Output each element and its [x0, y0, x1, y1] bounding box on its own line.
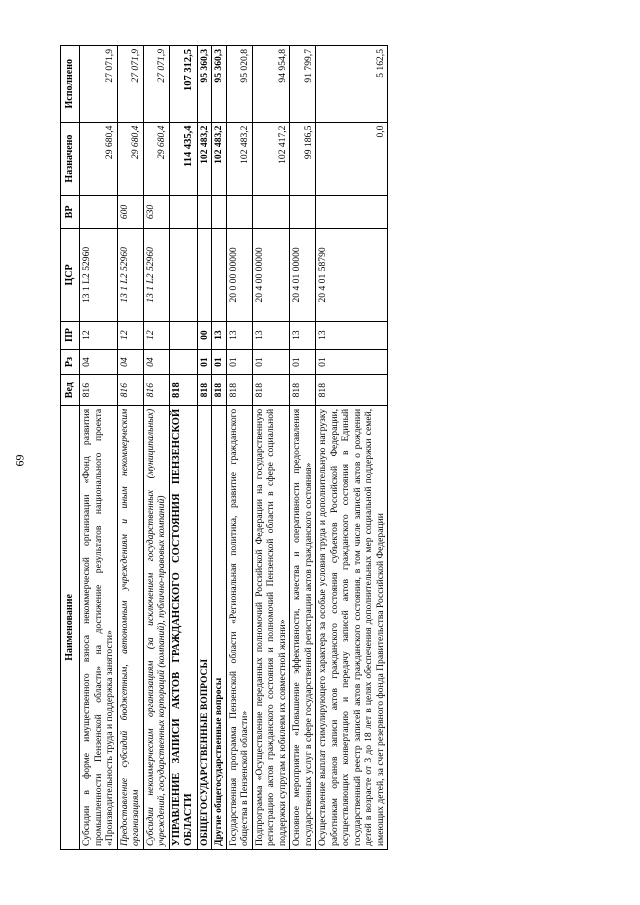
- row-ved: 818: [197, 375, 212, 405]
- row-ved: 818: [212, 375, 227, 405]
- row-name: Основное мероприятие «Повышение эффективности, качества и оперативности предоставления государственных услуг в сфере государственной регистрации актов гражданского состояния»: [290, 405, 316, 849]
- row-assigned: 29 680,4: [80, 122, 118, 195]
- row-assigned: 114 435,4: [169, 122, 197, 195]
- header-ved: Вед: [61, 375, 80, 405]
- row-vr: 630: [143, 195, 169, 229]
- table-row: [80, 46, 118, 850]
- row-name: Субсидии в форме имущественного взноса некоммерческой организации «Фонд развития промышленности Пензенской области» на достижение результатов национального проекта «Производительность труда и поддержка занятости»: [80, 405, 118, 849]
- row-rz: 01: [316, 349, 388, 375]
- row-pr: 12: [143, 321, 169, 349]
- row-rz: 04: [143, 349, 169, 375]
- row-ved: 816: [80, 375, 118, 405]
- table-header-row: [61, 46, 80, 850]
- row-assigned: 102 417,2: [252, 122, 290, 195]
- row-csr: 20 0 00 00000: [226, 229, 252, 321]
- table-row: [252, 46, 290, 850]
- row-assigned: 102 483,2: [212, 122, 227, 195]
- row-executed: 95 360,3: [212, 46, 227, 123]
- table-row: [117, 46, 143, 850]
- header-name: Наименование: [61, 405, 80, 849]
- row-name: Государственная программа Пензенской области «Региональная политика, развитие гражданского общества в Пензенской области»: [226, 405, 252, 849]
- row-pr: 12: [117, 321, 143, 349]
- table-row: [197, 46, 212, 850]
- row-rz: [169, 349, 197, 375]
- row-name: Субсидии некоммерческим организациям (за исключением государственных (муниципальных) учреждений, государственных корпораций (компаний), публично-правовых компаний): [143, 405, 169, 849]
- page-number: 69: [12, 454, 27, 467]
- row-rz: 01: [226, 349, 252, 375]
- row-csr: 20 4 01 58790: [316, 229, 388, 321]
- row-assigned: 0,0: [316, 122, 388, 195]
- row-vr: [169, 195, 197, 229]
- table-row: [316, 46, 388, 850]
- row-ved: 818: [226, 375, 252, 405]
- row-assigned: 102 483,2: [197, 122, 212, 195]
- row-executed: 27 071,9: [80, 46, 118, 123]
- row-rz: 01: [212, 349, 227, 375]
- row-ved: 818: [252, 375, 290, 405]
- row-name: УПРАВЛЕНИЕ ЗАПИСИ АКТОВ ГРАЖДАНСКОГО СОСТОЯНИЯ ПЕНЗЕНСКОЙ ОБЛАСТИ: [169, 405, 197, 849]
- header-vr: ВР: [61, 195, 80, 229]
- row-vr: [316, 195, 388, 229]
- row-pr: [169, 321, 197, 349]
- row-executed: 27 071,9: [117, 46, 143, 123]
- row-pr: 13: [252, 321, 290, 349]
- row-assigned: 29 680,4: [117, 122, 143, 195]
- rotated-page: [60, 45, 580, 850]
- row-rz: 04: [117, 349, 143, 375]
- row-csr: 20 4 01 00000: [290, 229, 316, 321]
- row-executed: 107 312,5: [169, 46, 197, 123]
- row-csr: 13 1 L2 52960: [80, 229, 118, 321]
- table-row: [212, 46, 227, 850]
- row-csr: 13 1 L2 52960: [143, 229, 169, 321]
- row-vr: [226, 195, 252, 229]
- row-vr: [290, 195, 316, 229]
- row-name: Осуществление выплат стимулирующего характера за особые условия труда и дополнительную нагрузку работникам органов записи актов гражданского состояния субъектов Российской Федерации, осуществляющих конвертацию и передачу записей актов гражданского состояния в Единый государственный реестр записей актов гражданского состояния, в том числе записей актов о рождении детей в возрасте от 3 до 18 лет в целях обеспечения дополнительных мер социальной поддержки семей, имеющих детей, за счет резервного фонда Правительства Российской Федерации: [316, 405, 388, 849]
- table-row: [290, 46, 316, 850]
- row-assigned: 102 483,2: [226, 122, 252, 195]
- row-csr: 13 1 L2 52960: [117, 229, 143, 321]
- row-csr: [169, 229, 197, 321]
- row-name: Предоставление субсидий бюджетным, автономным учреждениям и иным некоммерческим организациям: [117, 405, 143, 849]
- row-pr: 13: [212, 321, 227, 349]
- row-assigned: 29 680,4: [143, 122, 169, 195]
- row-vr: [252, 195, 290, 229]
- header-csr: ЦСР: [61, 229, 80, 321]
- row-executed: 91 799,7: [290, 46, 316, 123]
- table-row: [169, 46, 197, 850]
- row-vr: [197, 195, 212, 229]
- header-rz: Рз: [61, 349, 80, 375]
- row-csr: [212, 229, 227, 321]
- row-executed: 5 162,5: [316, 46, 388, 123]
- row-pr: 12: [80, 321, 118, 349]
- row-name: Подпрограмма «Осуществление переданных полномочий Российской Федерации на государственную регистрацию актов гражданского состояния и полномочий Пензенской области в сфере социальной поддержки супругам к юбилеям их совместной жизни»: [252, 405, 290, 849]
- row-ved: 818: [290, 375, 316, 405]
- row-executed: 95 360,3: [197, 46, 212, 123]
- row-pr: 13: [226, 321, 252, 349]
- header-pr: ПР: [61, 321, 80, 349]
- budget-table: [60, 45, 388, 850]
- row-pr: 13: [316, 321, 388, 349]
- row-executed: 27 071,9: [143, 46, 169, 123]
- row-rz: 01: [290, 349, 316, 375]
- header-assigned: Назначено: [61, 122, 80, 195]
- row-ved: 816: [143, 375, 169, 405]
- row-name: Другие общегосударственные вопросы: [212, 405, 227, 849]
- row-vr: [212, 195, 227, 229]
- row-pr: 00: [197, 321, 212, 349]
- row-ved: 816: [117, 375, 143, 405]
- row-assigned: 99 186,5: [290, 122, 316, 195]
- row-vr: 600: [117, 195, 143, 229]
- row-rz: 01: [252, 349, 290, 375]
- row-rz: 04: [80, 349, 118, 375]
- row-ved: 818: [316, 375, 388, 405]
- row-vr: [80, 195, 118, 229]
- row-csr: [197, 229, 212, 321]
- row-rz: 01: [197, 349, 212, 375]
- header-executed: Исполнено: [61, 46, 80, 123]
- row-name: ОБЩЕГОСУДАРСТВЕННЫЕ ВОПРОСЫ: [197, 405, 212, 849]
- row-executed: 94 954,8: [252, 46, 290, 123]
- row-ved: 818: [169, 375, 197, 405]
- table-row: [143, 46, 169, 850]
- table-row: [226, 46, 252, 850]
- row-pr: 13: [290, 321, 316, 349]
- row-executed: 95 020,8: [226, 46, 252, 123]
- row-csr: 20 4 00 00000: [252, 229, 290, 321]
